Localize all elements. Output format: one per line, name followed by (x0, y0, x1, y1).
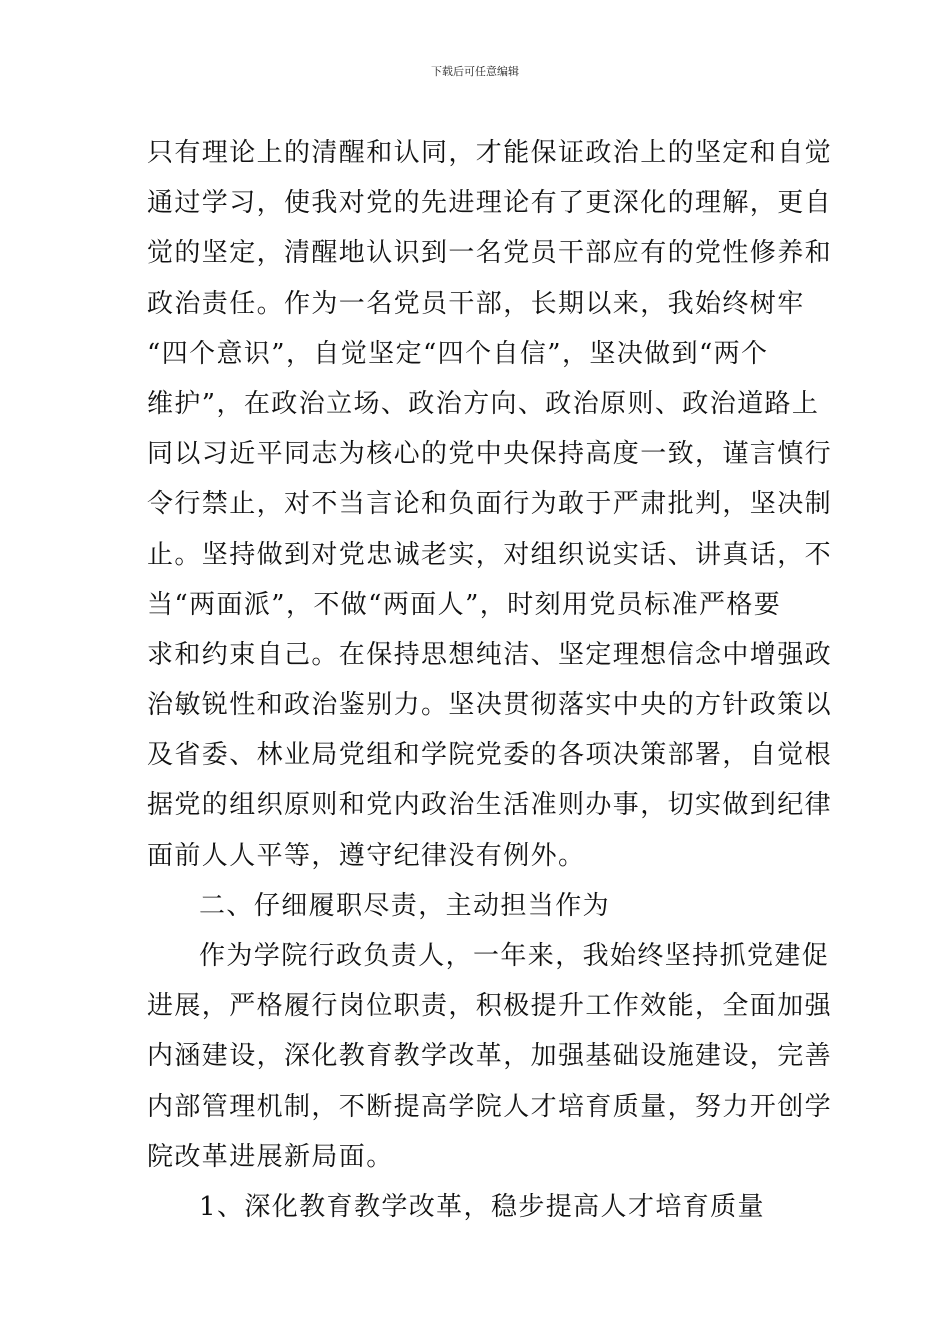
page-header: 下载后可任意编辑 (431, 65, 519, 78)
body-line: 觉的坚定，清醒地认识到一名党员干部应有的党性修养和 (147, 238, 833, 269)
body-line: 当“两面派”，不做“两面人”，时刻用党员标准严格要 (147, 589, 782, 620)
body-line: 进展，严格履行岗位职责，积极提升工作效能，全面加强 (147, 991, 833, 1022)
paragraph-first-line: 作为学院行政负责人，一年来，我始终坚持抓党建促 (199, 941, 830, 971)
body-line: 通过学习，使我对党的先进理论有了更深化的理解，更自 (147, 188, 833, 219)
body-line: 令行禁止，对不当言论和负面行为敢于严肃批判，坚决制 (147, 489, 833, 520)
body-line: 同以习近平同志为核心的党中央保持高度一致，谨言慎行 (147, 439, 833, 470)
body-line: 及省委、林业局党组和学院党委的各项决策部署，自觉根 (147, 740, 833, 771)
body-line: 院改革进展新局面。 (147, 1141, 394, 1172)
body-line: 只有理论上的清醒和认同，才能保证政治上的坚定和自觉 (147, 138, 833, 168)
body-line: 内涵建设，深化教育教学改革，加强基础设施建设，完善 (147, 1041, 833, 1072)
body-line: 面前人人平等，遵守纪律没有例外。 (147, 840, 586, 871)
subsection-heading: 1、深化教育教学改革，稳步提高人才培育质量 (199, 1191, 765, 1222)
body-line: 内部管理机制，不断提高学院人才培育质量，努力开创学 (147, 1091, 833, 1122)
document-body (147, 128, 833, 1232)
body-line: 据党的组织原则和党内政治生活准则办事，切实做到纪律 (147, 790, 833, 821)
body-line: 维护”，在政治立场、政治方向、政治原则、政治道路上 (147, 388, 820, 419)
body-line: “四个意识”，自觉坚定“四个自信”，坚决做到“两个 (147, 338, 769, 369)
section-heading: 二、仔细履职尽责，主动担当作为 (199, 890, 611, 921)
body-line: 政治责任。作为一名党员干部，长期以来，我始终树牢 (147, 288, 805, 319)
body-line: 治敏锐性和政治鉴别力。坚决贯彻落实中央的方针政策以 (147, 690, 833, 721)
body-line: 求和约束自己。在保持思想纯洁、坚定理想信念中增强政 (147, 639, 833, 670)
body-line: 止。坚持做到对党忠诚老实，对组织说实话、讲真话，不 (147, 539, 833, 570)
